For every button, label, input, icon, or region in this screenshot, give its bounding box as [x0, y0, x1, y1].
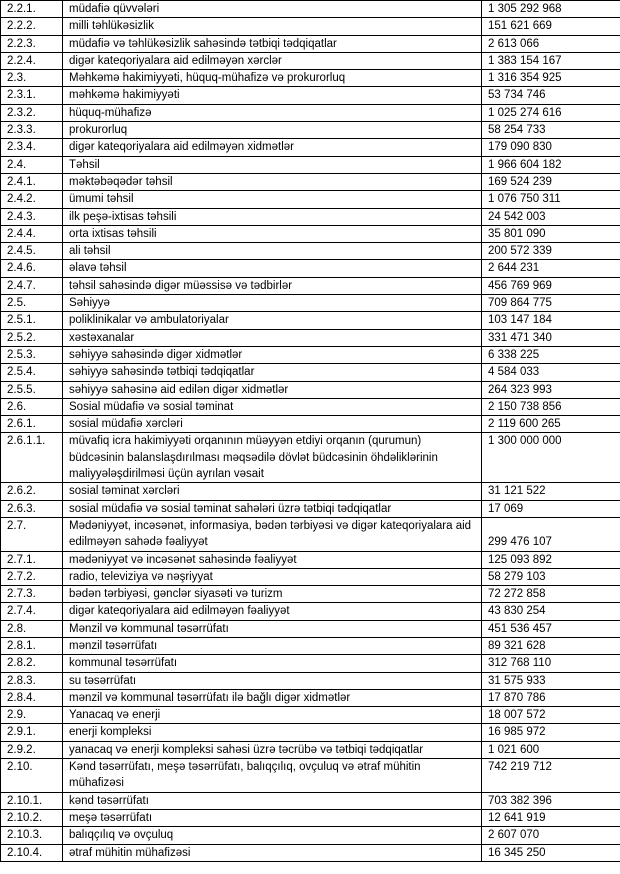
row-code-cell: 2.4. — [1, 156, 63, 173]
row-code-cell: 2.3.2. — [1, 104, 63, 121]
row-code-cell: 2.9.2. — [1, 741, 63, 758]
table-row — [1, 122, 620, 139]
table-row — [1, 620, 620, 637]
row-amount-cell: 2 613 066 — [482, 35, 620, 52]
table-row — [1, 381, 620, 398]
row-amount-cell: 169 524 239 — [482, 173, 620, 190]
table-row — [1, 18, 620, 35]
row-category-cell: Məhkəmə hakimiyyəti, hüquq-mühafizə və prokurorluq — [63, 70, 482, 87]
table-row — [1, 517, 620, 551]
row-code-cell: 2.4.2. — [1, 191, 63, 208]
row-category-cell: radio, televiziya və nəşriyyat — [63, 568, 482, 585]
row-category-cell: yanacaq və enerji kompleksi sahəsi üzrə təcrübə və tətbiqi tədqiqatlar — [63, 741, 482, 758]
table-row — [1, 689, 620, 706]
table-row — [1, 295, 620, 312]
row-category-cell: Təhsil — [63, 156, 482, 173]
row-amount-cell: 299 476 107 — [482, 517, 620, 551]
row-category-cell: bədən tərbiyəsi, gənclər siyasəti və turizm — [63, 586, 482, 603]
table-row — [1, 586, 620, 603]
row-code-cell: 2.6.2. — [1, 483, 63, 500]
row-amount-cell: 72 272 858 — [482, 586, 620, 603]
row-amount-cell: 2 150 738 856 — [482, 398, 620, 415]
table-row — [1, 433, 620, 483]
table-row — [1, 156, 620, 173]
row-code-cell: 2.3.1. — [1, 87, 63, 104]
row-code-cell: 2.9. — [1, 707, 63, 724]
table-row — [1, 792, 620, 809]
row-amount-cell: 31 575 933 — [482, 672, 620, 689]
row-category-cell: ali təhsil — [63, 243, 482, 260]
row-code-cell: 2.10.3. — [1, 827, 63, 844]
row-amount-cell: 200 572 339 — [482, 243, 620, 260]
row-category-cell: balıqçılıq və ovçuluq — [63, 827, 482, 844]
row-code-cell: 2.8.2. — [1, 655, 63, 672]
row-code-cell: 2.7.1. — [1, 551, 63, 568]
row-category-cell: müvafiq icra hakimiyyəti orqanının müəyyən etdiyi orqanın (qurumun) büdcəsinin balanslaşdırılması məqsədilə dövlət büdcəsinin öhdəliklərinin maliyyələşdirilməsi üçün ayrılan vəsait — [63, 433, 482, 483]
row-amount-cell: 53 734 746 — [482, 87, 620, 104]
row-category-cell: digər kateqoriyalara aid edilməyən fəaliyyət — [63, 603, 482, 620]
table-row — [1, 741, 620, 758]
row-category-cell: Kənd təsərrüfatı, meşə təsərrüfatı, balıqçılıq, ovçuluq və ətraf mühitin mühafizəsi — [63, 759, 482, 793]
row-code-cell: 2.7.4. — [1, 603, 63, 620]
row-amount-cell: 103 147 184 — [482, 312, 620, 329]
row-amount-cell: 2 119 600 265 — [482, 416, 620, 433]
table-row — [1, 329, 620, 346]
row-category-cell: su təsərrüfatı — [63, 672, 482, 689]
row-code-cell: 2.8.1. — [1, 637, 63, 654]
table-row — [1, 603, 620, 620]
row-code-cell: 2.4.6. — [1, 260, 63, 277]
row-code-cell: 2.2.3. — [1, 35, 63, 52]
row-amount-cell: 1 076 750 311 — [482, 191, 620, 208]
row-amount-cell: 151 621 669 — [482, 18, 620, 35]
row-category-cell: mənzil təsərrüfatı — [63, 637, 482, 654]
row-category-cell: müdafiə və təhlükəsizlik sahəsində tətbiqi tədqiqatlar — [63, 35, 482, 52]
table-row — [1, 827, 620, 844]
row-amount-cell: 16 985 972 — [482, 724, 620, 741]
row-amount-cell: 58 254 733 — [482, 122, 620, 139]
table-row — [1, 707, 620, 724]
row-code-cell: 2.2.4. — [1, 52, 63, 69]
row-amount-cell: 1 305 292 968 — [482, 1, 620, 18]
row-code-cell: 2.2.1. — [1, 1, 63, 18]
row-amount-cell: 89 321 628 — [482, 637, 620, 654]
row-category-cell: əlavə təhsil — [63, 260, 482, 277]
table-row — [1, 655, 620, 672]
row-category-cell: səhiyyə sahəsinə aid edilən digər xidmətlər — [63, 381, 482, 398]
row-code-cell: 2.5.2. — [1, 329, 63, 346]
row-code-cell: 2.6.3. — [1, 500, 63, 517]
table-row — [1, 277, 620, 294]
table-row — [1, 346, 620, 363]
row-code-cell: 2.9.1. — [1, 724, 63, 741]
row-code-cell: 2.8. — [1, 620, 63, 637]
row-category-cell: digər kateqoriyalara aid edilməyən xərclər — [63, 52, 482, 69]
row-code-cell: 2.5.1. — [1, 312, 63, 329]
row-amount-cell: 1 316 354 925 — [482, 70, 620, 87]
row-code-cell: 2.6.1. — [1, 416, 63, 433]
table-row — [1, 551, 620, 568]
row-category-cell: meşə təsərrüfatı — [63, 809, 482, 826]
row-code-cell: 2.2.2. — [1, 18, 63, 35]
row-amount-cell: 1 300 000 000 — [482, 433, 620, 483]
row-code-cell: 2.10.2. — [1, 809, 63, 826]
row-amount-cell: 24 542 003 — [482, 208, 620, 225]
row-amount-cell: 31 121 522 — [482, 483, 620, 500]
row-code-cell: 2.10. — [1, 759, 63, 793]
row-code-cell: 2.10.1. — [1, 792, 63, 809]
table-row — [1, 139, 620, 156]
row-code-cell: 2.4.7. — [1, 277, 63, 294]
row-category-cell: Mənzil və kommunal təsərrüfatı — [63, 620, 482, 637]
row-code-cell: 2.7. — [1, 517, 63, 551]
table-row — [1, 1, 620, 18]
table-row — [1, 500, 620, 517]
row-category-cell: səhiyyə sahəsində tətbiqi tədqiqatlar — [63, 364, 482, 381]
table-row — [1, 312, 620, 329]
table-row — [1, 568, 620, 585]
table-row — [1, 844, 620, 861]
row-amount-cell: 456 769 969 — [482, 277, 620, 294]
row-code-cell: 2.5.4. — [1, 364, 63, 381]
row-amount-cell: 16 345 250 — [482, 844, 620, 861]
table-row — [1, 225, 620, 242]
row-code-cell: 2.6. — [1, 398, 63, 415]
row-category-cell: orta ixtisas təhsili — [63, 225, 482, 242]
table-row — [1, 483, 620, 500]
row-amount-cell: 1 383 154 167 — [482, 52, 620, 69]
row-code-cell: 2.3.3. — [1, 122, 63, 139]
row-category-cell: müdafiə qüvvələri — [63, 1, 482, 18]
row-category-cell: mənzil və kommunal təsərrüfatı ilə bağlı digər xidmətlər — [63, 689, 482, 706]
row-code-cell: 2.7.2. — [1, 568, 63, 585]
table-row — [1, 243, 620, 260]
row-amount-cell: 43 830 254 — [482, 603, 620, 620]
row-category-cell: səhiyyə sahəsində digər xidmətlər — [63, 346, 482, 363]
row-category-cell: prokurorluq — [63, 122, 482, 139]
table-row — [1, 104, 620, 121]
table-row — [1, 416, 620, 433]
row-category-cell: enerji kompleksi — [63, 724, 482, 741]
row-amount-cell: 742 219 712 — [482, 759, 620, 793]
table-row — [1, 672, 620, 689]
row-amount-cell: 451 536 457 — [482, 620, 620, 637]
row-amount-cell: 12 641 919 — [482, 809, 620, 826]
row-category-cell: poliklinikalar və ambulatoriyalar — [63, 312, 482, 329]
row-category-cell: hüquq-mühafizə — [63, 104, 482, 121]
row-category-cell: təhsil sahəsində digər müəssisə və tədbirlər — [63, 277, 482, 294]
row-category-cell: milli təhlükəsizlik — [63, 18, 482, 35]
row-code-cell: 2.6.1.1. — [1, 433, 63, 483]
row-amount-cell: 125 093 892 — [482, 551, 620, 568]
row-code-cell: 2.8.4. — [1, 689, 63, 706]
row-code-cell: 2.4.5. — [1, 243, 63, 260]
row-category-cell: ətraf mühitin mühafizəsi — [63, 844, 482, 861]
row-code-cell: 2.3. — [1, 70, 63, 87]
table-row — [1, 809, 620, 826]
row-category-cell: Yanacaq və enerji — [63, 707, 482, 724]
row-code-cell: 2.3.4. — [1, 139, 63, 156]
row-category-cell: Səhiyyə — [63, 295, 482, 312]
row-code-cell: 2.4.4. — [1, 225, 63, 242]
row-code-cell: 2.4.1. — [1, 173, 63, 190]
table-row — [1, 759, 620, 793]
row-category-cell: sosial müdafiə xərcləri — [63, 416, 482, 433]
row-category-cell: məktəbəqədər təhsil — [63, 173, 482, 190]
row-category-cell: sosial təminat xərcləri — [63, 483, 482, 500]
row-category-cell: ilk peşə-ixtisas təhsili — [63, 208, 482, 225]
table-row — [1, 191, 620, 208]
table-row — [1, 87, 620, 104]
row-amount-cell: 17 870 786 — [482, 689, 620, 706]
row-amount-cell: 264 323 993 — [482, 381, 620, 398]
row-amount-cell: 1 025 274 616 — [482, 104, 620, 121]
row-category-cell: sosial müdafiə və sosial təminat sahələri üzrə tətbiqi tədqiqatlar — [63, 500, 482, 517]
row-amount-cell: 2 607 070 — [482, 827, 620, 844]
row-amount-cell: 17 069 — [482, 500, 620, 517]
row-amount-cell: 312 768 110 — [482, 655, 620, 672]
row-code-cell: 2.10.4. — [1, 844, 63, 861]
row-category-cell: mədəniyyət və incəsənət sahəsində fəaliyyət — [63, 551, 482, 568]
row-amount-cell: 1 966 604 182 — [482, 156, 620, 173]
table-row — [1, 208, 620, 225]
row-amount-cell: 703 382 396 — [482, 792, 620, 809]
row-amount-cell: 709 864 775 — [482, 295, 620, 312]
row-amount-cell: 331 471 340 — [482, 329, 620, 346]
row-amount-cell: 35 801 090 — [482, 225, 620, 242]
row-amount-cell: 58 279 103 — [482, 568, 620, 585]
table-row — [1, 364, 620, 381]
row-category-cell: digər kateqoriyalara aid edilməyən xidmətlər — [63, 139, 482, 156]
row-code-cell: 2.5.5. — [1, 381, 63, 398]
row-code-cell: 2.5. — [1, 295, 63, 312]
row-amount-cell: 1 021 600 — [482, 741, 620, 758]
table-row — [1, 35, 620, 52]
row-category-cell: xəstəxanalar — [63, 329, 482, 346]
row-amount-cell: 18 007 572 — [482, 707, 620, 724]
row-code-cell: 2.8.3. — [1, 672, 63, 689]
row-category-cell: ümumi təhsil — [63, 191, 482, 208]
row-amount-cell: 4 584 033 — [482, 364, 620, 381]
table-body — [1, 1, 620, 862]
table-row — [1, 173, 620, 190]
row-category-cell: kommunal təsərrüfatı — [63, 655, 482, 672]
row-code-cell: 2.4.3. — [1, 208, 63, 225]
table-row — [1, 398, 620, 415]
row-category-cell: Sosial müdafiə və sosial təminat — [63, 398, 482, 415]
row-category-cell: məhkəmə hakimiyyəti — [63, 87, 482, 104]
table-row — [1, 52, 620, 69]
table-row — [1, 637, 620, 654]
table-row — [1, 724, 620, 741]
table-row — [1, 70, 620, 87]
row-code-cell: 2.7.3. — [1, 586, 63, 603]
row-category-cell: Mədəniyyət, incəsənət, informasiya, bədən tərbiyəsi və digər kateqoriyalara aid edilməyən sahədə fəaliyyət — [63, 517, 482, 551]
table-row — [1, 260, 620, 277]
row-amount-cell: 6 338 225 — [482, 346, 620, 363]
row-amount-cell: 2 644 231 — [482, 260, 620, 277]
row-category-cell: kənd təsərrüfatı — [63, 792, 482, 809]
row-code-cell: 2.5.3. — [1, 346, 63, 363]
row-amount-cell: 179 090 830 — [482, 139, 620, 156]
